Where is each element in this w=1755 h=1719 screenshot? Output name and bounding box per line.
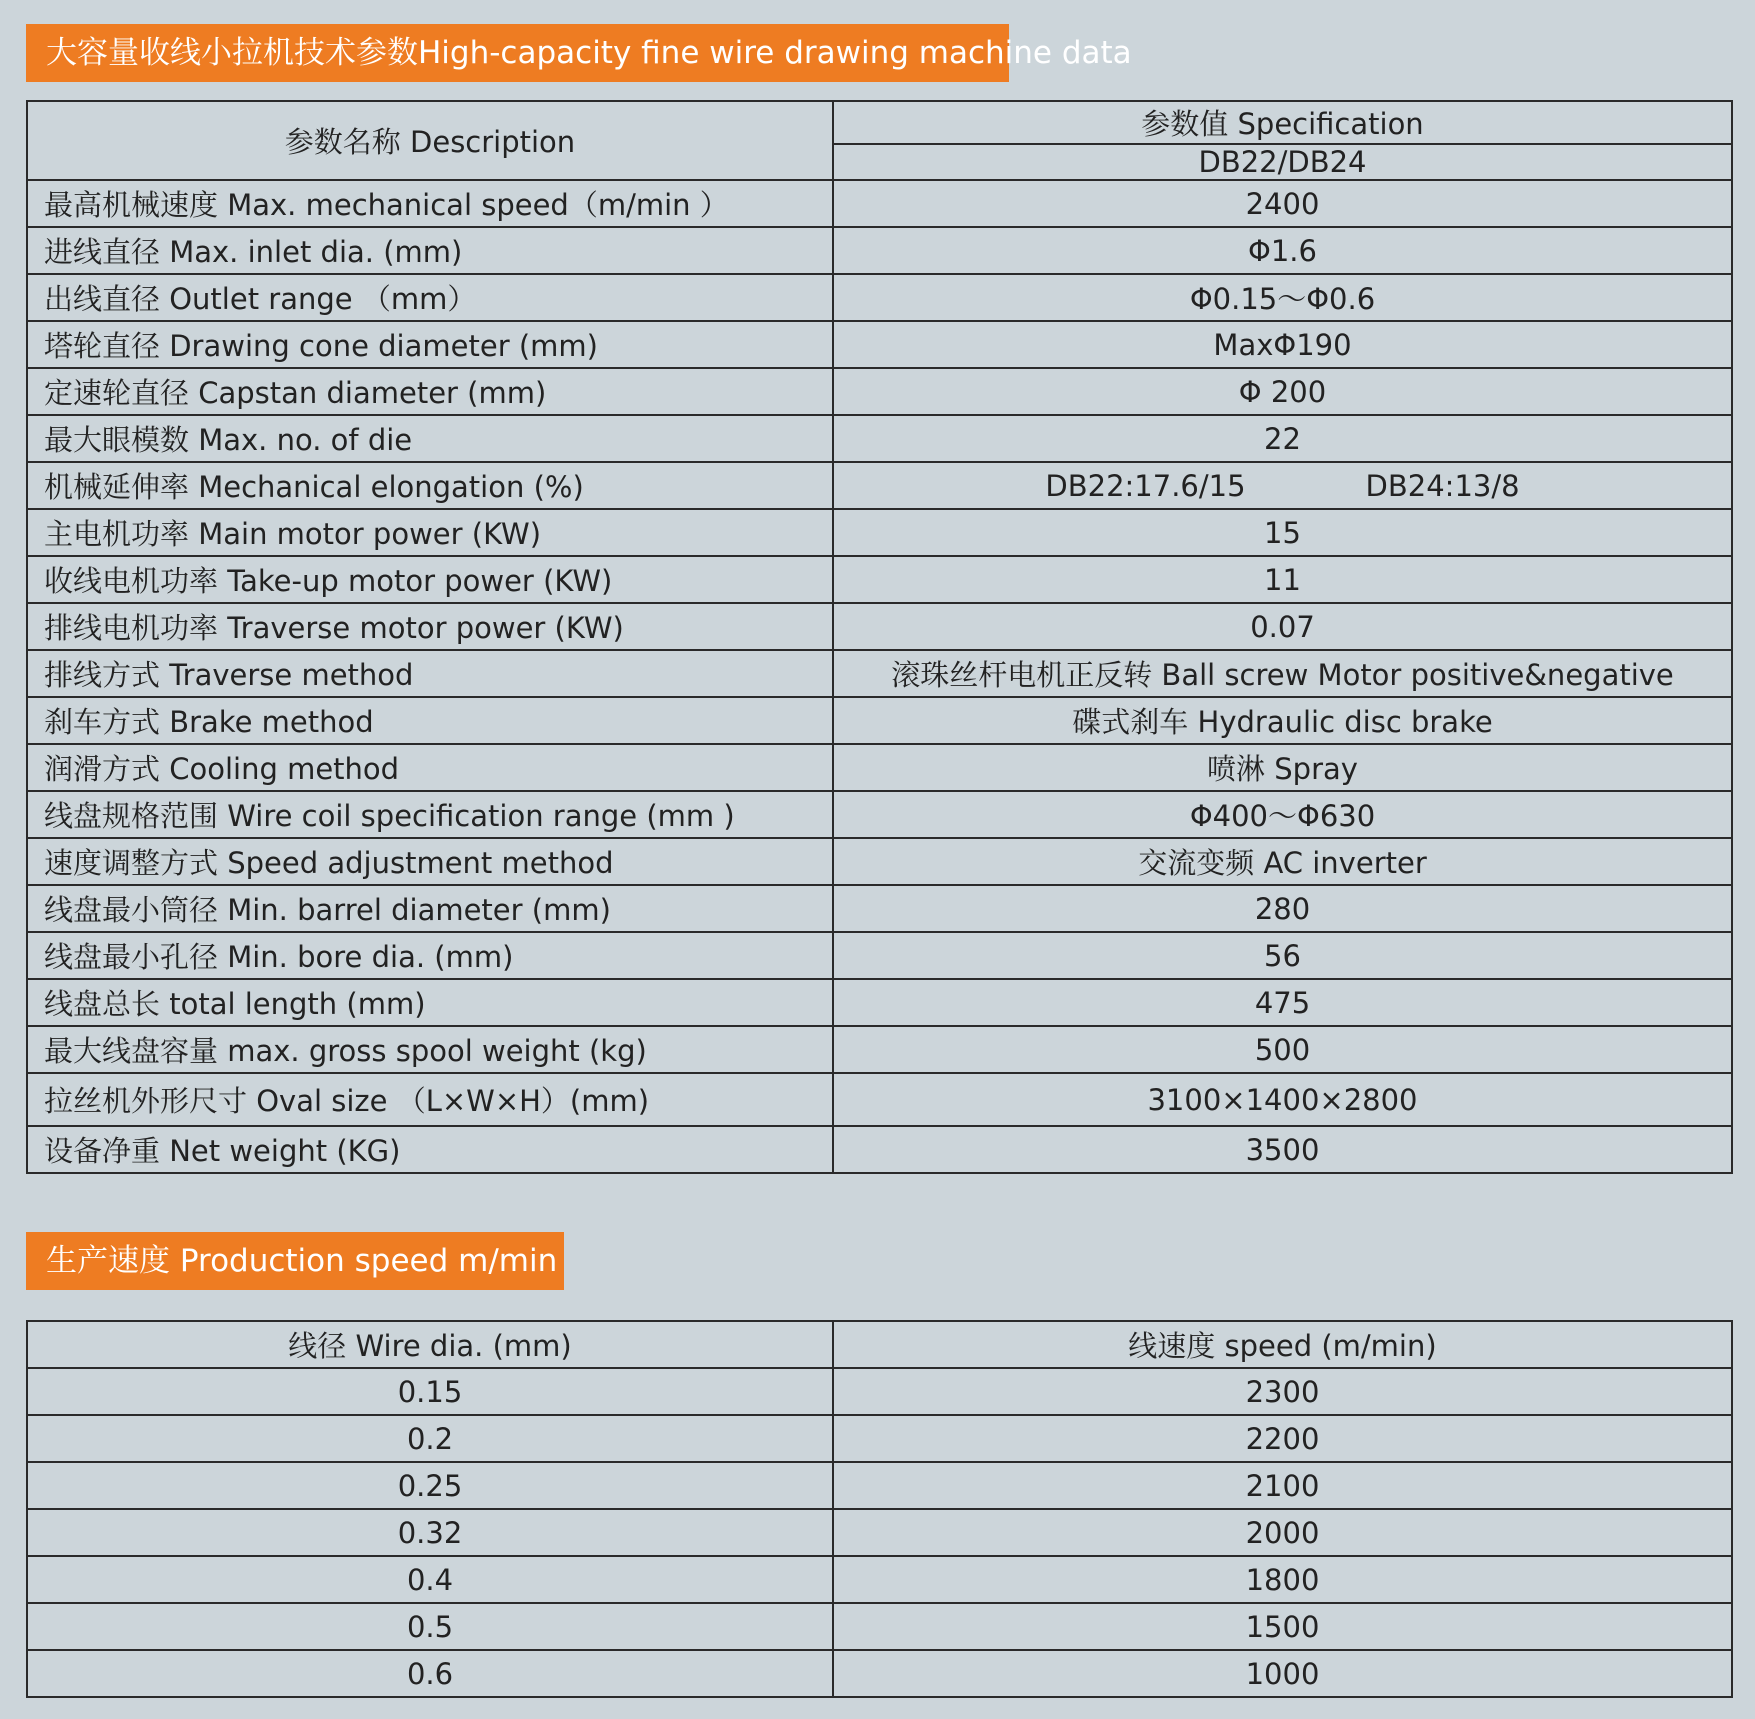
header-model: DB22/DB24 <box>833 144 1732 180</box>
table-row <box>27 1126 1732 1173</box>
table-row <box>27 321 1732 368</box>
speed-cell: 2000 <box>833 1509 1732 1556</box>
row-description: 收线电机功率 Take-up motor power (KW) <box>27 556 833 603</box>
table-row <box>27 885 1732 932</box>
row-value: 475 <box>833 979 1732 1026</box>
row-value: 碟式刹车 Hydraulic disc brake <box>833 697 1732 744</box>
table-row <box>27 1026 1732 1073</box>
row-value: 滚珠丝杆电机正反转 Ball screw Motor positive&negative <box>833 650 1732 697</box>
spec-table <box>26 100 1733 1174</box>
table-row <box>27 415 1732 462</box>
row-value: Φ 200 <box>833 368 1732 415</box>
row-description: 最高机械速度 Max. mechanical speed（m/min ） <box>27 180 833 227</box>
table-row <box>27 791 1732 838</box>
row-description: 线盘规格范围 Wire coil specification range (mm ) <box>27 791 833 838</box>
table-row <box>27 744 1732 791</box>
table-row <box>27 1073 1732 1126</box>
table-row <box>27 1462 1732 1509</box>
wire-dia-cell: 0.25 <box>27 1462 833 1509</box>
wire-dia-cell: 0.15 <box>27 1368 833 1415</box>
row-description: 拉丝机外形尺寸 Oval size （L×W×H）(mm) <box>27 1073 833 1126</box>
row-description: 线盘总长 total length (mm) <box>27 979 833 1026</box>
row-value: Φ1.6 <box>833 227 1732 274</box>
wire-dia-cell: 0.32 <box>27 1509 833 1556</box>
header-specification: 参数值 Specification <box>833 101 1732 144</box>
speed-cell: 2100 <box>833 1462 1732 1509</box>
row-description: 塔轮直径 Drawing cone diameter (mm) <box>27 321 833 368</box>
row-description: 最大眼模数 Max. no. of die <box>27 415 833 462</box>
table-row <box>27 603 1732 650</box>
row-description: 线盘最小孔径 Min. bore dia. (mm) <box>27 932 833 979</box>
table-row <box>27 697 1732 744</box>
table-row <box>27 1509 1732 1556</box>
speed-cell: 1800 <box>833 1556 1732 1603</box>
table-row <box>27 556 1732 603</box>
row-description: 速度调整方式 Speed adjustment method <box>27 838 833 885</box>
row-description: 定速轮直径 Capstan diameter (mm) <box>27 368 833 415</box>
row-value: 15 <box>833 509 1732 556</box>
row-description: 机械延伸率 Mechanical elongation (%) <box>27 462 833 509</box>
table-row <box>27 1415 1732 1462</box>
speed-cell: 2300 <box>833 1368 1732 1415</box>
wire-dia-cell: 0.2 <box>27 1415 833 1462</box>
row-value: Φ0.15～Φ0.6 <box>833 274 1732 321</box>
wire-dia-cell: 0.4 <box>27 1556 833 1603</box>
row-description: 线盘最小筒径 Min. barrel diameter (mm) <box>27 885 833 932</box>
wire-dia-cell: 0.5 <box>27 1603 833 1650</box>
table-row <box>27 979 1732 1026</box>
speed-table <box>26 1320 1733 1698</box>
row-value: 11 <box>833 556 1732 603</box>
header-description: 参数名称 Description <box>27 101 833 180</box>
row-value: 56 <box>833 932 1732 979</box>
row-value <box>833 462 1732 509</box>
table-row <box>27 180 1732 227</box>
row-value: 280 <box>833 885 1732 932</box>
speed-cell: 1500 <box>833 1603 1732 1650</box>
table-row <box>27 368 1732 415</box>
table-row <box>27 650 1732 697</box>
speed-cell: 1000 <box>833 1650 1732 1697</box>
elongation-db22: DB22:17.6/15 <box>1045 468 1246 503</box>
table-row <box>27 1556 1732 1603</box>
speed-section-title: 生产速度 Production speed m/min <box>26 1232 564 1290</box>
row-value: MaxΦ190 <box>833 321 1732 368</box>
row-value: Φ400～Φ630 <box>833 791 1732 838</box>
row-description: 最大线盘容量 max. gross spool weight (kg) <box>27 1026 833 1073</box>
table-row <box>27 227 1732 274</box>
row-description: 主电机功率 Main motor power (KW) <box>27 509 833 556</box>
row-description: 排线电机功率 Traverse motor power (KW) <box>27 603 833 650</box>
table-row <box>27 838 1732 885</box>
row-value: 3100×1400×2800 <box>833 1073 1732 1126</box>
spec-section-title: 大容量收线小拉机技术参数High-capacity fine wire drawing machine data <box>26 24 1009 82</box>
table-row <box>27 509 1732 556</box>
table-row <box>27 1603 1732 1650</box>
row-description: 出线直径 Outlet range （mm） <box>27 274 833 321</box>
row-value: 2400 <box>833 180 1732 227</box>
table-row <box>27 932 1732 979</box>
table-row <box>27 462 1732 509</box>
table-row <box>27 1650 1732 1697</box>
row-value: 交流变频 AC inverter <box>833 838 1732 885</box>
row-description: 排线方式 Traverse method <box>27 650 833 697</box>
wire-dia-cell: 0.6 <box>27 1650 833 1697</box>
header-wire-dia: 线径 Wire dia. (mm) <box>27 1321 833 1368</box>
row-value: 0.07 <box>833 603 1732 650</box>
speed-cell: 2200 <box>833 1415 1732 1462</box>
row-description: 润滑方式 Cooling method <box>27 744 833 791</box>
row-description: 进线直径 Max. inlet dia. (mm) <box>27 227 833 274</box>
row-value: 喷淋 Spray <box>833 744 1732 791</box>
elongation-db24: DB24:13/8 <box>1365 468 1520 503</box>
header-line-speed: 线速度 speed (m/min) <box>833 1321 1732 1368</box>
row-value: 3500 <box>833 1126 1732 1173</box>
row-value: 500 <box>833 1026 1732 1073</box>
row-value: 22 <box>833 415 1732 462</box>
table-row <box>27 274 1732 321</box>
table-row <box>27 1368 1732 1415</box>
row-description: 刹车方式 Brake method <box>27 697 833 744</box>
row-description: 设备净重 Net weight (KG) <box>27 1126 833 1173</box>
